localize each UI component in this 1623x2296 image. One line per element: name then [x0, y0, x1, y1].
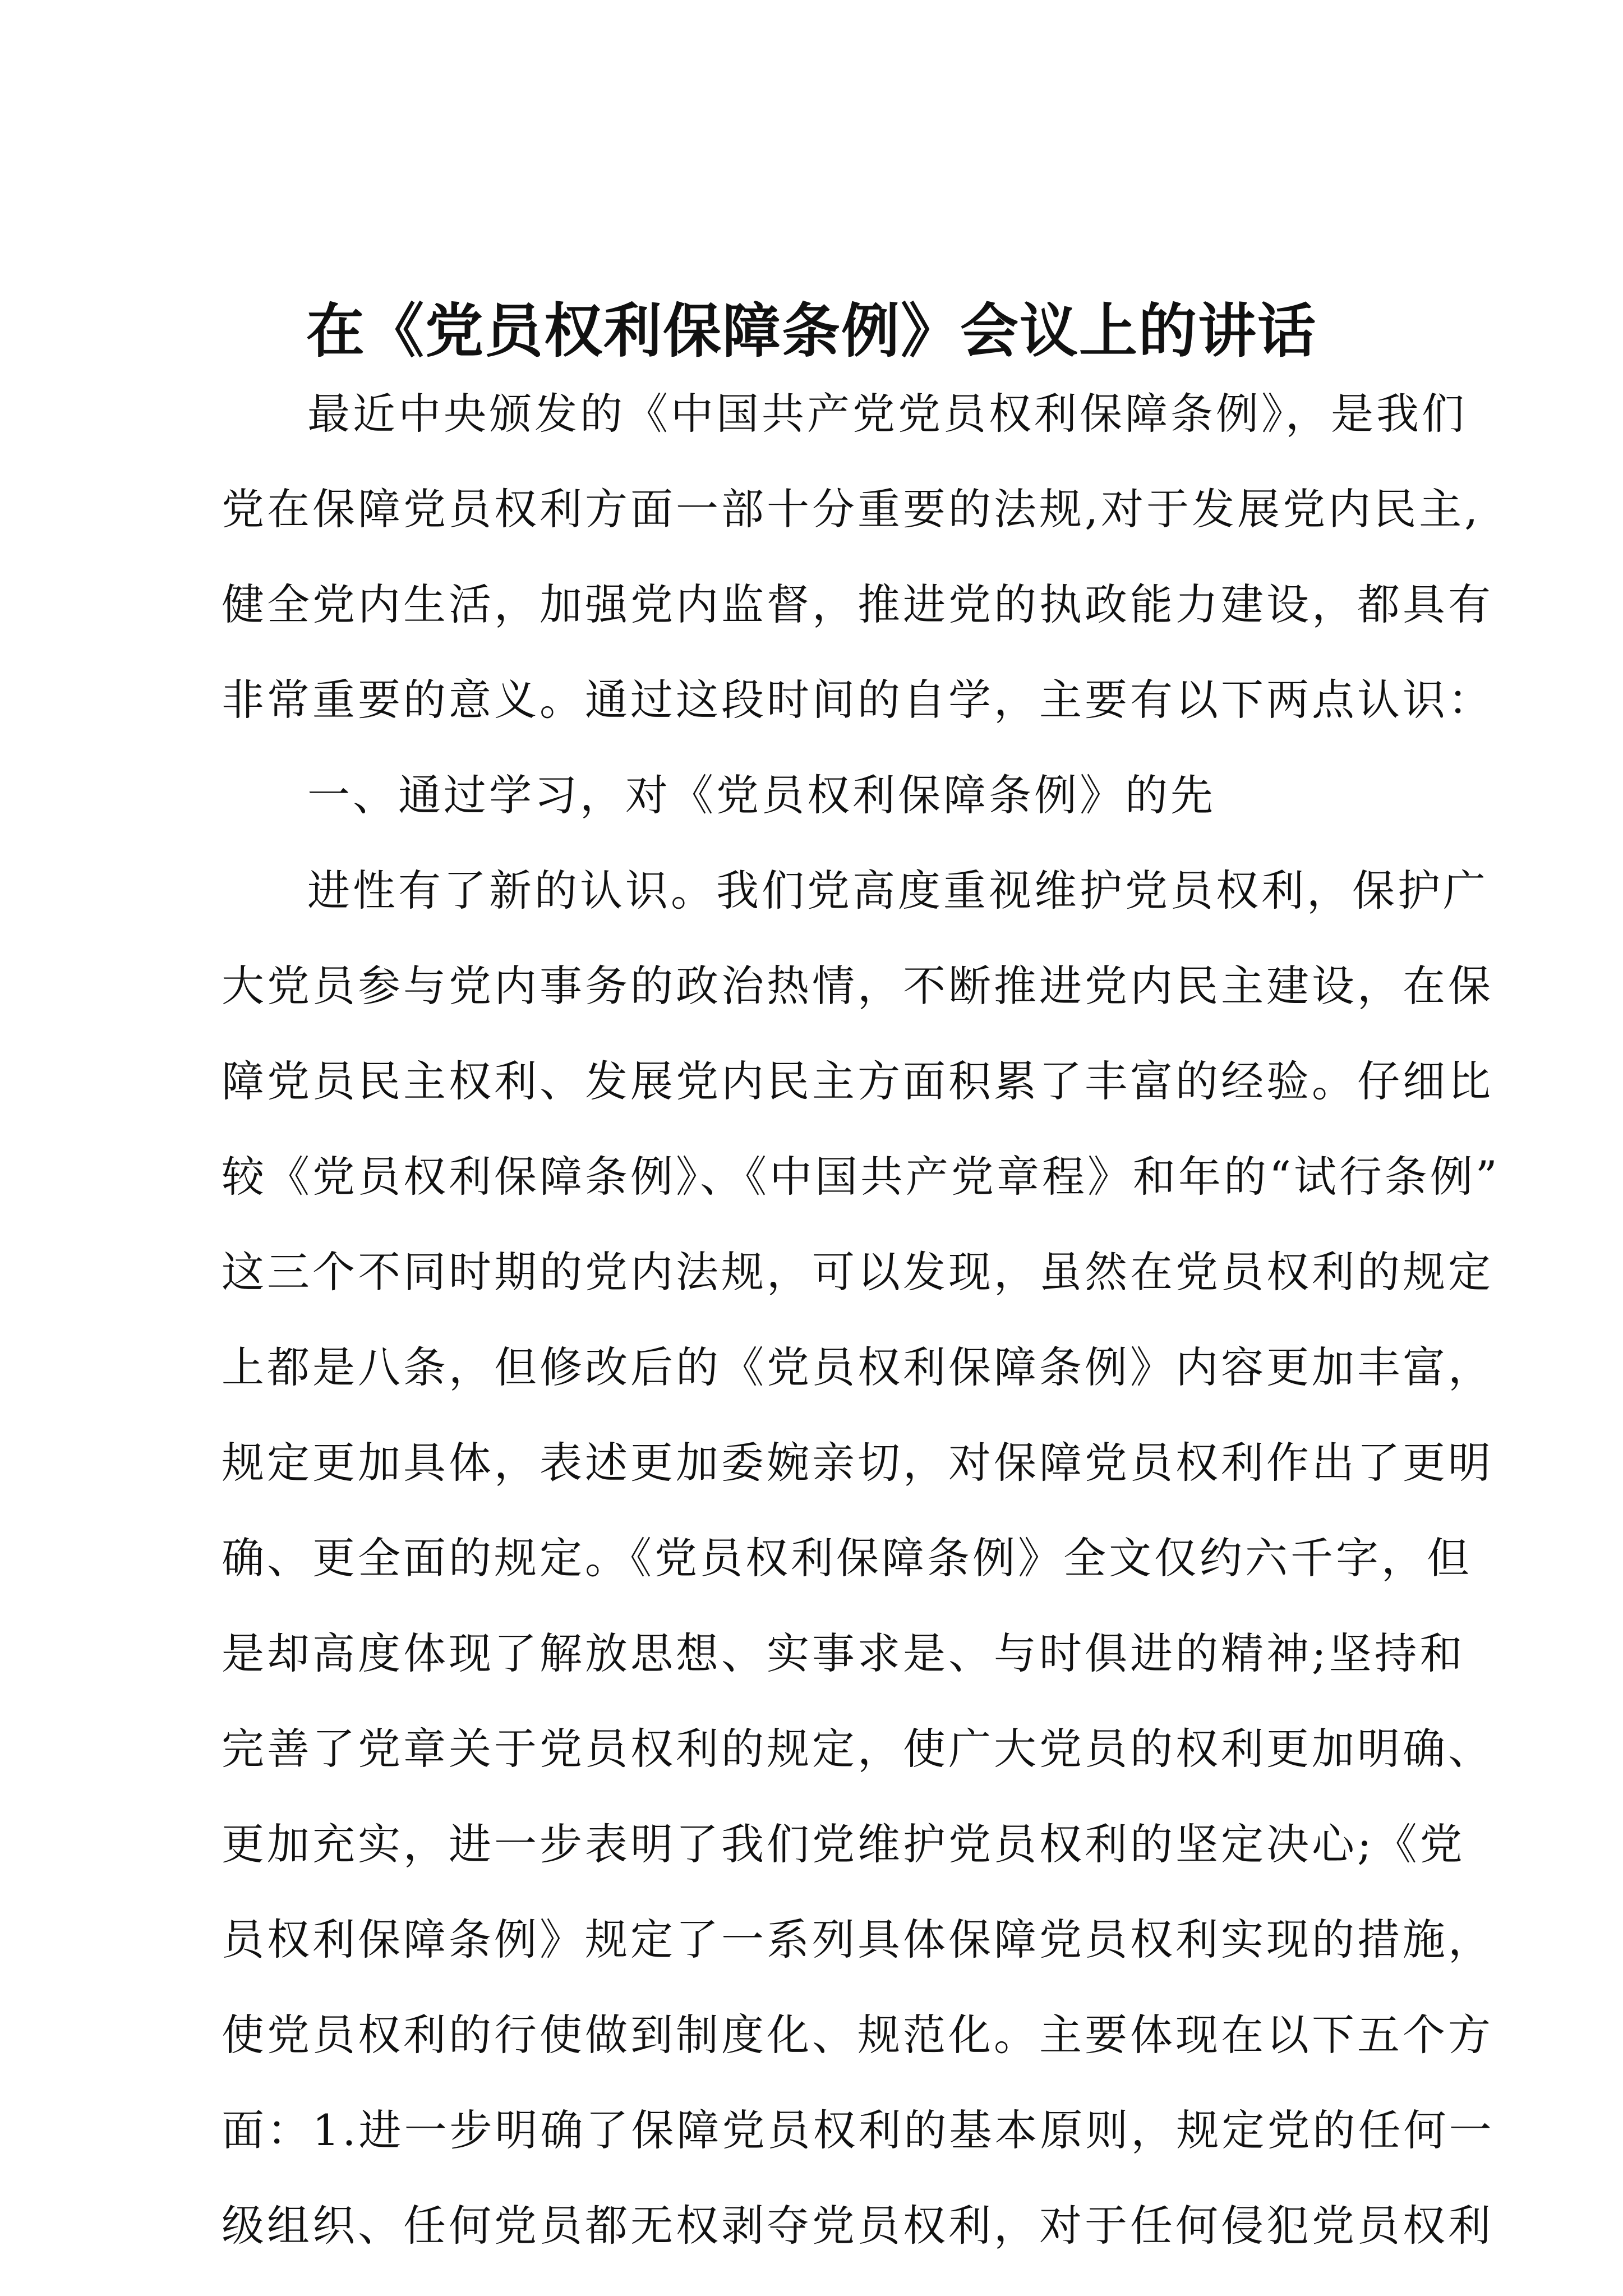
- paragraph-line: 完善了党章关于党员权利的规定，使广大党员的权利更加明确、: [222, 1724, 1493, 1774]
- paragraph-line: 规定更加具体，表述更加委婉亲切，对保障党员权利作出了更明: [222, 1438, 1493, 1488]
- section-heading-line: 一、通过学习，对《党员权利保障条例》的先: [307, 770, 1216, 820]
- paragraph-line: 这三个不同时期的党内法规，可以发现，虽然在党员权利的规定: [222, 1247, 1493, 1297]
- paragraph-line: 较《党员权利保障条例》、《中国共产党章程》和年的“试行条例”: [222, 1152, 1500, 1202]
- paragraph-line: 上都是八条，但修改后的《党员权利保障条例》内容更加丰富，: [222, 1342, 1493, 1392]
- paragraph-line: 面：1.进一步明确了保障党员权利的基本原则，规定党的任何一: [222, 2105, 1495, 2155]
- paragraph-line: 是却高度体现了解放思想、实事求是、与时俱进的精神;坚持和: [222, 1628, 1465, 1678]
- paragraph-line: 最近中央颁发的《中国共产党党员权利保障条例》，是我们: [307, 389, 1467, 439]
- paragraph-line: 非常重要的意义。通过这段时间的自学，主要有以下两点认识：: [222, 675, 1493, 725]
- paragraph-line: 使党员权利的行使做到制度化、规范化。主要体现在以下五个方: [222, 2010, 1493, 2060]
- paragraph-line: 党在保障党员权利方面一部十分重要的法规,对于发展党内民主,: [222, 484, 1481, 534]
- paragraph-line: 员权利保障条例》规定了一系列具体保障党员权利实现的措施，: [222, 1915, 1493, 1964]
- paragraph-line: 障党员民主权利、发展党内民主方面积累了丰富的经验。仔细比: [222, 1056, 1493, 1106]
- document-title: 在《党员权利保障条例》会议上的讲话: [306, 296, 1317, 365]
- paragraph-line: 健全党内生活，加强党内监督，推进党的执政能力建设，都具有: [222, 579, 1493, 629]
- paragraph-line: 确、更全面的规定。《党员权利保障条例》全文仅约六千字，但: [222, 1533, 1472, 1583]
- paragraph-line: 级组织、任何党员都无权剥夺党员权利，对于任何侵犯党员权利: [222, 2201, 1493, 2251]
- paragraph-line: 更加充实，进一步表明了我们党维护党员权利的坚定决心;《党: [222, 1819, 1465, 1869]
- paragraph-line: 进性有了新的认识。我们党高度重视维护党员权利，保护广: [307, 866, 1488, 915]
- paragraph-line: 大党员参与党内事务的政治热情，不断推进党内民主建设，在保: [222, 961, 1493, 1011]
